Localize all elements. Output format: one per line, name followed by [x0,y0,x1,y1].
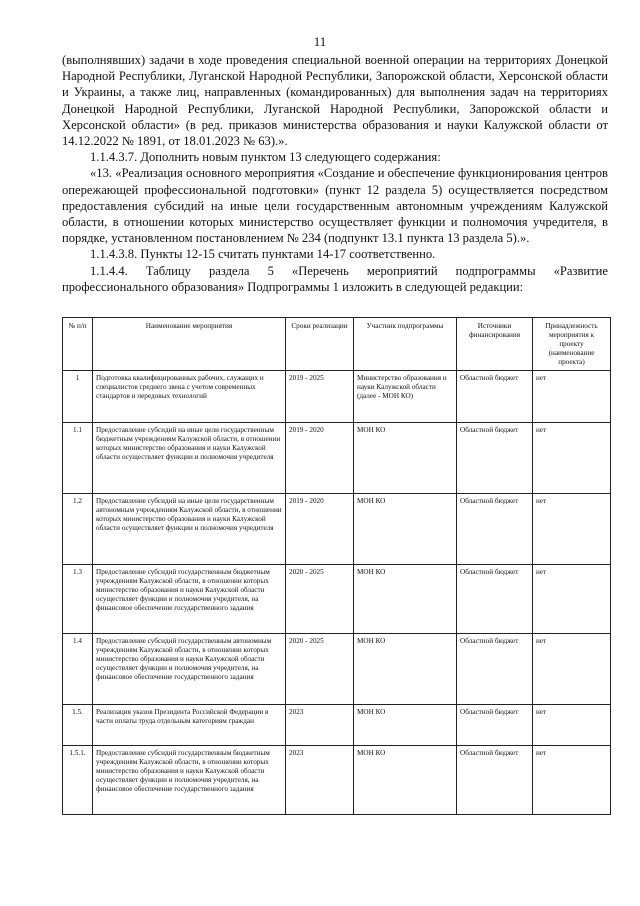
cell-funding-source: Областной бюджет [457,746,533,815]
cell-project: нет [533,565,611,634]
table-row [63,423,611,494]
cell-funding-source: Областной бюджет [457,371,533,423]
cell-period: 2019 - 2020 [286,423,354,494]
cell-measure-name: Предоставление субсидий государственным бюджетным учреждениям Калужской области, в отношении которых министерство образования и науки Калужской области осуществляет функции и полномочия учредителя, на финансовое обеспечение государственного задания [93,746,286,815]
paragraph-1-1-4-3-8: 1.1.4.3.8. Пункты 12-15 считать пунктами 14-17 соответственно. [90,247,436,262]
cell-period: 2020 - 2025 [286,565,354,634]
cell-number: 1.5. [63,705,93,746]
header-period: Сроки реализации [286,318,354,371]
paragraph-1-1-4-4: 1.1.4.4. Таблицу раздела 5 «Перечень мероприятий подпрограммы «Развитие профессионального образования» Подпрограммы 1 изложить в следующей редакции: [62,263,608,294]
cell-period: 2019 - 2020 [286,494,354,565]
cell-participant: МОН КО [354,705,457,746]
cell-funding-source: Областной бюджет [457,634,533,705]
cell-number: 1.4 [63,634,93,705]
cell-period: 2023 [286,705,354,746]
table-row [63,371,611,423]
header-funding-source: Источники финансирования [457,318,533,371]
cell-participant: Министерство образования и науки Калужской области (далее - МОН КО) [354,371,457,423]
cell-funding-source: Областной бюджет [457,494,533,565]
table-header-row [63,318,611,371]
cell-participant: МОН КО [354,423,457,494]
table-row [63,746,611,815]
header-participant: Участник подпрограммы [354,318,457,371]
cell-number: 1.1 [63,423,93,494]
cell-measure-name: Предоставление субсидий на иные цели государственным автономным учреждениям Калужской области, в отношении которых министерство образования и науки Калужской области осуществляет функции и полномочия учредителя [93,494,286,565]
header-project: Принадлежность мероприятия к проекту (наименование проекта) [533,318,611,371]
cell-project: нет [533,705,611,746]
table-row [63,705,611,746]
cell-project: нет [533,746,611,815]
page-number: 11 [313,34,327,49]
cell-funding-source: Областной бюджет [457,423,533,494]
table-row [63,634,611,705]
body-text [62,52,608,295]
cell-number: 1.5.1. [63,746,93,815]
cell-period: 2020 - 2025 [286,634,354,705]
cell-number: 1 [63,371,93,423]
cell-measure-name: Предоставление субсидий государственным автономным учреждениям Калужской области, в отношении которых министерство образования и науки Калужской области осуществляет функции и полномочия учредителя, на финансовое обеспечение государственного задания [93,634,286,705]
paragraph-1-1-4-3-7: 1.1.4.3.7. Дополнить новым пунктом 13 следующего содержания: [90,150,441,165]
cell-participant: МОН КО [354,746,457,815]
header-number: № п/п [63,318,93,371]
cell-participant: МОН КО [354,494,457,565]
cell-participant: МОН КО [354,634,457,705]
table-row [63,565,611,634]
paragraph-continuation: (выполнявших) задачи в ходе проведения специальной военной операции на территориях Донецкой Народной Республики, Луганской Народной Республики, Запорожской области, Херсонской области и Украины, а также лиц, направленных (командированных) для выполнения задач на территориях Донецкой Народной Республики, Луганской Народной Республики, Запорожской области и Херсонской области» (в ред. приказов министерства образования и науки Калужской области от 14.12.2022 № 1891, от 18.01.2023 № 63).». [62,53,608,149]
cell-participant: МОН КО [354,565,457,634]
cell-period: 2019 - 2025 [286,371,354,423]
cell-number: 1.3 [63,565,93,634]
table-row [63,494,611,565]
cell-measure-name: Реализация указов Президента Российской Федерации в части оплаты труда отдельным категориям граждан [93,705,286,746]
cell-number: 1.2 [63,494,93,565]
header-measure-name: Наименование мероприятия [93,318,286,371]
cell-measure-name: Предоставление субсидий на иные цели государственным бюджетным учреждениям Калужской области, в отношении которых министерство образования и науки Калужской области осуществляет функции и полномочия учредителя [93,423,286,494]
cell-project: нет [533,371,611,423]
cell-project: нет [533,634,611,705]
cell-period: 2023 [286,746,354,815]
cell-funding-source: Областной бюджет [457,705,533,746]
paragraph-item-13: «13. «Реализация основного мероприятия «Создание и обеспечение функционирования центров опережающей профессиональной подготовки» (пункт 12 раздела 5) осуществляется посредством предоставления субсидий на иные цели государственным автономным учреждениям Калужской области, в отношении которых министерство осуществляет функции и полномочия учредителя, в порядке, установленном постановлением № 234 (подпункт 13.1 пункта 13 раздела 5).». [62,166,608,246]
cell-project: нет [533,494,611,565]
measures-table [62,317,611,815]
cell-measure-name: Предоставление субсидий государственным бюджетным учреждениям Калужской области, в отношении которых министерство образования и науки Калужской области осуществляет функции и полномочия учредителя, на финансовое обеспечение государственного задания [93,565,286,634]
cell-measure-name: Подготовка квалифицированных рабочих, служащих и специалистов среднего звена с учетом современных стандартов и передовых технологий [93,371,286,423]
cell-funding-source: Областной бюджет [457,565,533,634]
cell-project: нет [533,423,611,494]
